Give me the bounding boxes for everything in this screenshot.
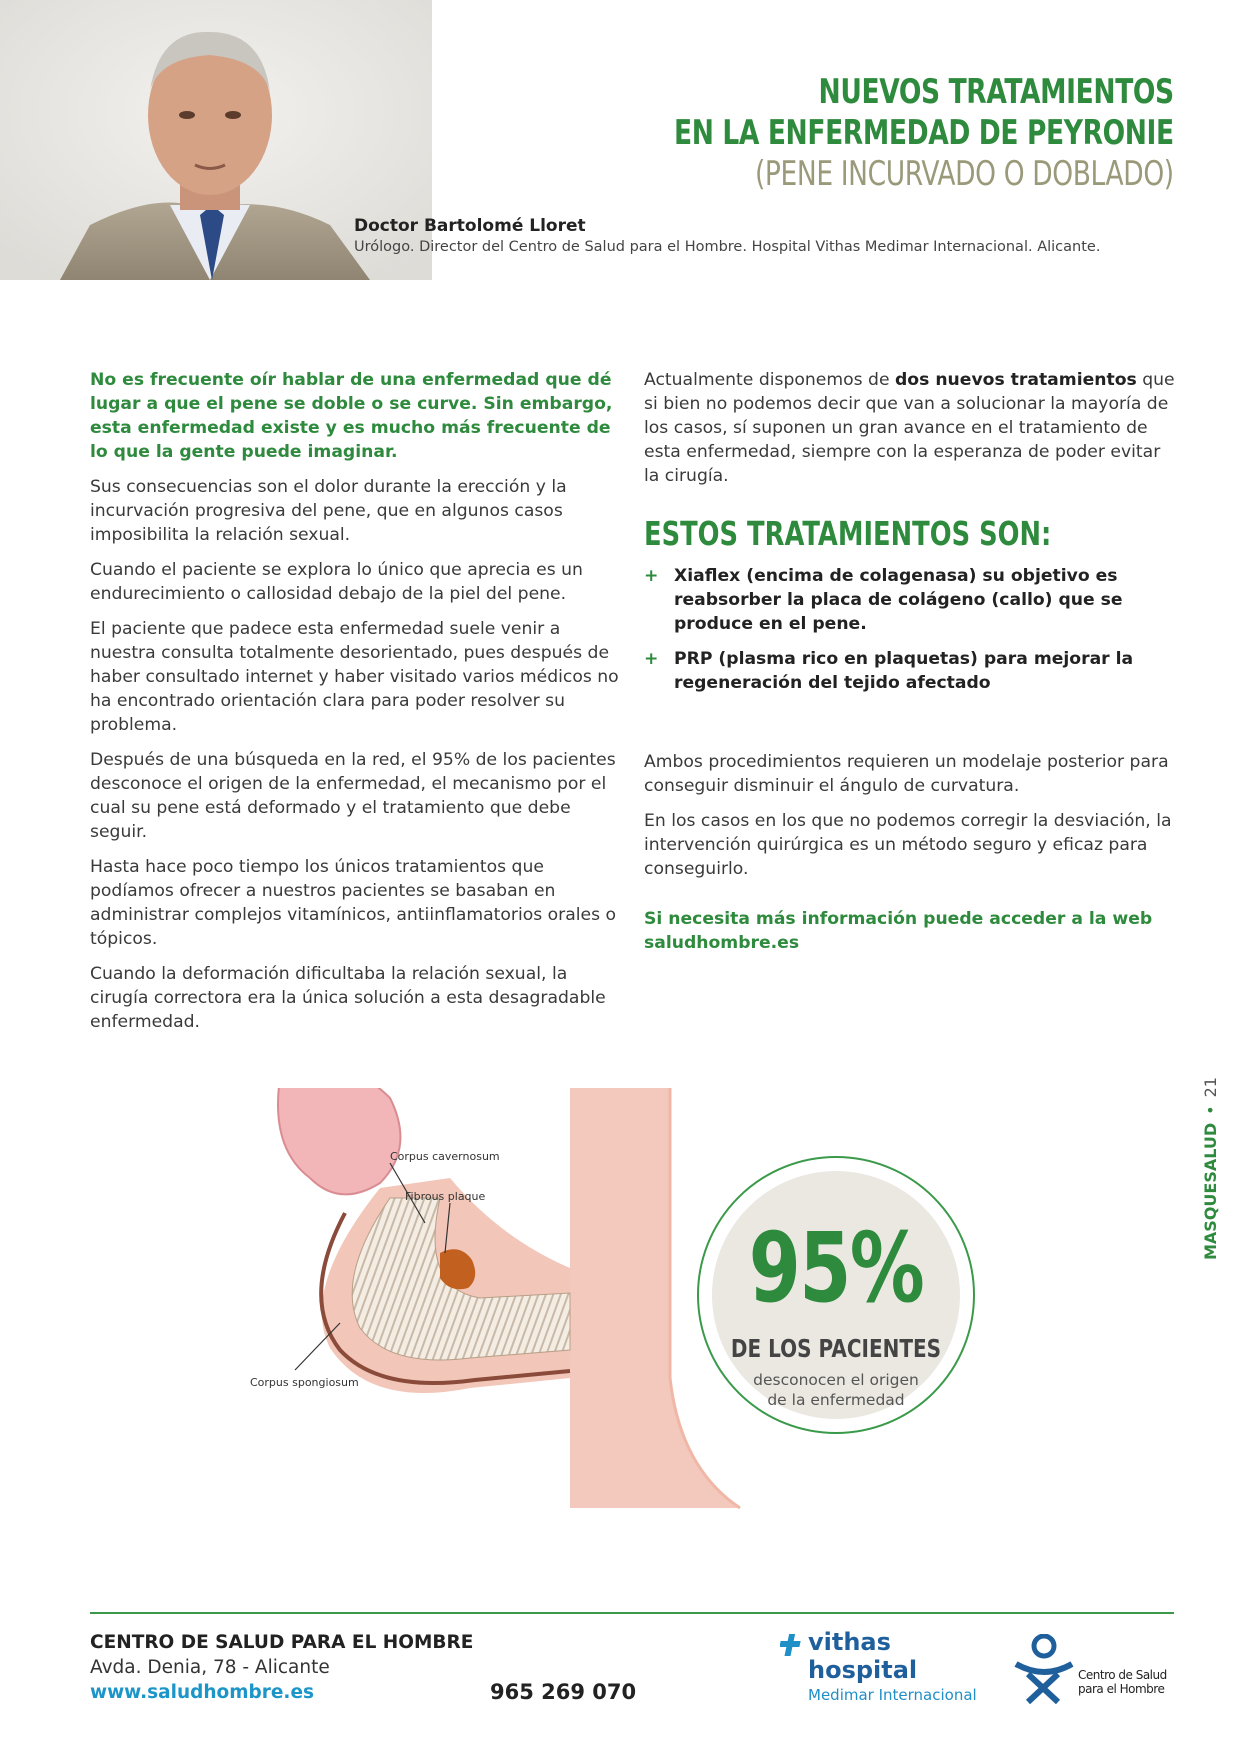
list-item — [644, 564, 1179, 636]
paragraph: El paciente que padece esta enfermedad suele venir a nuestra consulta totalmente desorientado, pues después de haber consultado internet y haber visitado varios médicos no ha encontrado orientación clara para poder resolver su problema. — [90, 619, 619, 735]
centro-salud-text — [1078, 1668, 1167, 1696]
vithas-hospital: hospital — [808, 1656, 918, 1684]
vithas-plus-icon — [780, 1630, 806, 1660]
lead-paragraph: No es frecuente oír hablar de una enfermedad que dé lugar a que el pene se doble o se curve. Sin embargo, esta enfermedad existe y es mucho más frecuente de lo que la gente puede imaginar. — [90, 370, 613, 462]
right-column — [644, 368, 1179, 966]
paragraph: Ambos procedimientos requieren un modelaje posterior para conseguir disminuir el ángulo de curvatura. — [644, 752, 1169, 796]
chm-line-1: Centro de Salud — [1078, 1668, 1167, 1682]
person-icon — [1010, 1634, 1076, 1706]
title-line-2: EN LA ENFERMEDAD DE PEYRONIE — [674, 113, 1174, 153]
separator-dot: • — [1201, 1105, 1220, 1115]
author-block — [354, 216, 1100, 255]
magazine-name: MASQUESALUD — [1201, 1122, 1220, 1260]
list-item-text: Xiaflex (encima de colagenasa) su objetivo es reabsorber la placa de colágeno (callo) que se produce en el pene. — [674, 566, 1123, 634]
label-plaque: Fibrous plaque — [405, 1190, 486, 1203]
plus-icon: + — [644, 566, 659, 586]
intro-bold-text: dos nuevos tratamientos — [895, 370, 1137, 390]
left-column — [90, 368, 620, 1045]
title-line-1: NUEVOS TRATAMIENTOS — [818, 72, 1174, 112]
intro-paragraph — [644, 368, 1179, 488]
intro-text-start: Actualmente disponemos de — [644, 370, 895, 390]
author-name: Doctor Bartolomé Lloret — [354, 216, 586, 236]
page-number: 21 — [1201, 1077, 1220, 1098]
chm-line-2: para el Hombre — [1078, 1682, 1165, 1696]
glans — [278, 1088, 400, 1194]
centro-salud-logo — [1010, 1634, 1170, 1706]
footer-web-link[interactable]: www.saludhombre.es — [90, 1682, 315, 1703]
list-item — [644, 647, 1179, 695]
info-link-text[interactable]: Si necesita más información puede acceder a la web saludhombre.es — [644, 909, 1153, 953]
plus-icon: + — [644, 649, 659, 669]
paragraph: Cuando la deformación dificultaba la relación sexual, la cirugía correctora era la única solución a esta desagradable enfermedad. — [90, 964, 606, 1032]
article-title — [533, 72, 1174, 195]
label-cavernosum: Corpus cavernosum — [390, 1150, 500, 1163]
label-spongiosum: Corpus spongiosum — [250, 1376, 359, 1389]
stat-badge — [691, 1150, 981, 1440]
stat-value: 95% — [748, 1212, 924, 1324]
title-line-3: (PENE INCURVADO O DOBLADO) — [755, 154, 1174, 194]
side-label — [1193, 1040, 1233, 1260]
paragraph: En los casos en los que no podemos corregir la desviación, la intervención quirúrgica es un método seguro y eficaz para conseguirlo. — [644, 811, 1172, 879]
vithas-brand: vithas — [808, 1628, 891, 1656]
paragraph: Cuando el paciente se explora lo único que aprecia es un endurecimiento o callosidad debajo de la piel del pene. — [90, 560, 583, 604]
footer-phone[interactable]: 965 269 070 — [490, 1680, 637, 1704]
side-text — [1201, 1077, 1220, 1260]
stat-description: desconocen el origen de la enfermedad — [753, 1371, 919, 1409]
treatments-heading: ESTOS TRATAMIENTOS SON: — [644, 514, 1052, 553]
footer-address: Avda. Denia, 78 - Alicante — [90, 1657, 330, 1678]
intro-text-end: que si bien no podemos decir que van a solucionar la mayoría de los casos, sí suponen un gran avance en el tratamiento de esta enfermedad, siempre con la esperanza de poder evitar la cirugía. — [644, 370, 1175, 486]
paragraph: Después de una búsqueda en la red, el 95% de los pacientes desconoce el origen de la enfermedad, el mecanismo por el cual su pene está deformado y el tratamiento que debe seguir. — [90, 750, 616, 842]
vithas-subtitle: Medimar Internacional — [808, 1686, 977, 1704]
paragraph: Hasta hace poco tiempo los únicos tratamientos que podíamos ofrecer a nuestros pacientes se basaban en administrar complejos vitamínicos, antiinflamatorios orales o tópicos. — [90, 857, 617, 949]
footer-divider — [90, 1612, 1174, 1614]
footer-contact — [90, 1630, 473, 1705]
footer-title: CENTRO DE SALUD PARA EL HOMBRE — [90, 1632, 474, 1653]
stat-label: DE LOS PACIENTES — [730, 1334, 942, 1363]
vithas-logo — [780, 1628, 980, 1704]
author-role: Urólogo. Director del Centro de Salud para el Hombre. Hospital Vithas Medimar Internacional. Alicante. — [354, 239, 1101, 255]
list-item-text: PRP (plasma rico en plaquetas) para mejorar la regeneración del tejido afectado — [674, 649, 1134, 693]
paragraph: Sus consecuencias son el dolor durante la erección y la incurvación progresiva del pene, que en algunos casos imposibilita la relación sexual. — [90, 477, 567, 545]
